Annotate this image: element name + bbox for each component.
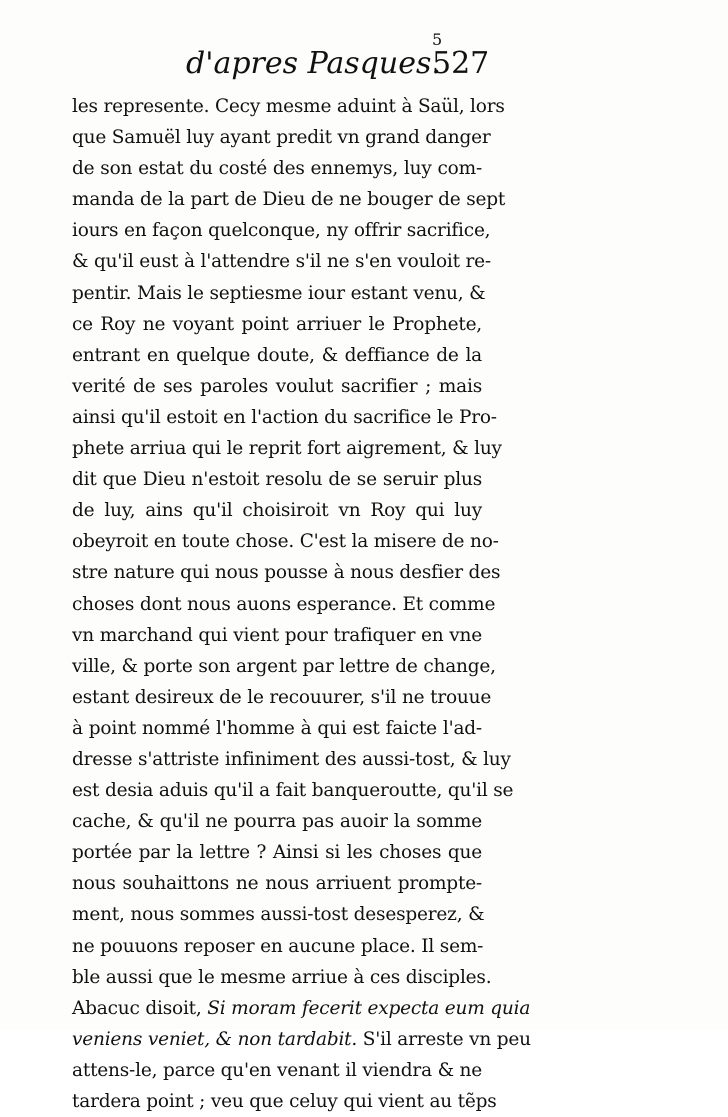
text-line: portée par la lettre ? Ainsi si les choses que (72, 842, 482, 864)
text-line: que Samuël luy ayant predit vn grand danger (72, 127, 491, 149)
text-line: ce Roy ne voyant point arriuer le Prophete, (72, 313, 482, 335)
text-line: dit que Dieu n'estoit resolu de se seruir plus (72, 469, 482, 491)
text-line: & qu'il eust à l'attendre s'il ne s'en vouloit re- (72, 251, 491, 273)
text-line: entrant en quelque doute, & deffiance de la (72, 344, 482, 366)
text-line: ainsi qu'il estoit en l'action du sacrifice le Pro- (72, 406, 497, 428)
text-roman: Abacuc disoit, (72, 997, 202, 1019)
latin-quotation: Si moram fecerit expecta eum quia (207, 997, 531, 1019)
text-line: les represente. Cecy mesme aduint à Saül, lors (72, 96, 505, 117)
text-line: à point nommé l'homme à qui est faicte l'ad- (72, 717, 482, 739)
text-line: nous souhaittons ne nous arriuent prompte- (72, 873, 482, 895)
running-title: d'apres Pasques. (186, 46, 441, 81)
text-line: de luy, ains qu'il choisiroit vn Roy qui luy (72, 500, 482, 522)
text-line: ment, nous sommes aussi-tost desesperez, & (72, 904, 485, 926)
text-line: vn marchand qui vient pour trafiquer en vne (72, 624, 482, 646)
text-line: ville, & porte son argent par lettre de change, (72, 655, 496, 677)
text-line: estant desireux de le recouurer, s'il ne trouue (72, 686, 492, 708)
text-line: iours en façon quelconque, ny offrir sacrifice, (72, 220, 491, 242)
body-text (72, 91, 531, 1117)
text-line: ble aussi que le mesme arriue à ces disciples. (72, 966, 492, 988)
text-line: de son estat du costé des ennemys, luy com- (72, 158, 482, 180)
text-line: ne pouuons reposer en aucune place. Il sem- (72, 935, 484, 957)
text-line: est desia aduis qu'il a fait banqueroutte, qu'il se (72, 780, 514, 802)
text-line: cache, & qu'il ne pourra pas auoir la somme (72, 811, 482, 833)
text-line: obeyroit en toute chose. C'est la misere de no- (72, 531, 499, 553)
text-line-mixed (72, 1024, 531, 1055)
text-line-mixed (72, 993, 531, 1024)
text-line: phete arriua qui le reprit fort aigrement, & luy (72, 438, 502, 460)
text-line: stre nature qui nous pousse à nous desfier des (72, 562, 501, 584)
text-line: tardera point ; veu que celuy qui vient au tẽps (72, 1091, 497, 1112)
text-roman: S'il arreste vn peu (362, 1028, 531, 1050)
signature-mark: 5 (432, 30, 443, 49)
text-line: pentir. Mais le septiesme iour estant venu, & (72, 282, 486, 304)
text-line: attens-le, parce qu'en venant il viendra & ne (72, 1059, 482, 1081)
text-line: manda de la part de Dieu de ne bouger de sept (72, 189, 506, 211)
running-header (186, 46, 490, 86)
text-line: dresse s'attriste infiniment des aussi-tost, & luy (72, 748, 511, 770)
page-number: 527 (432, 46, 490, 81)
latin-quotation: veniens veniet, & non tardabit. (72, 1028, 358, 1050)
text-line: verité de ses paroles voulut sacrifier ; mais (72, 375, 482, 397)
text-line: choses dont nous auons esperance. Et comme (72, 593, 496, 615)
